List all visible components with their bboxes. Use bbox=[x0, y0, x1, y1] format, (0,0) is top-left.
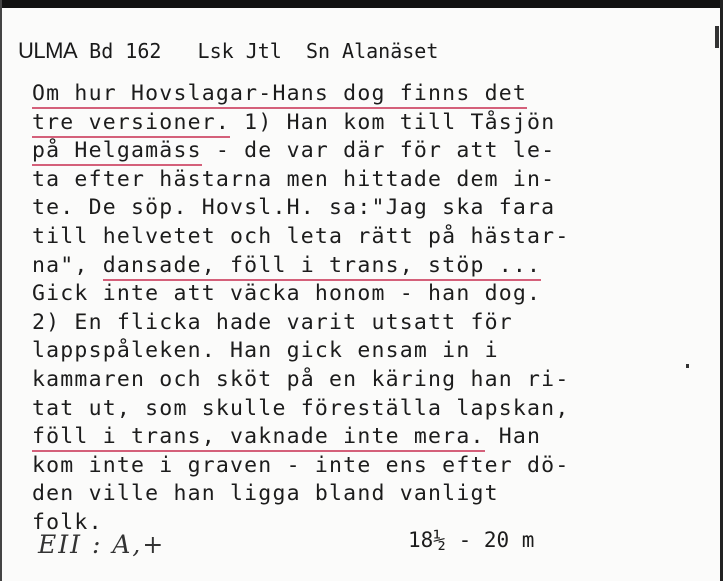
text-line-7 bbox=[32, 252, 569, 281]
text-line-10: lappspåleken. Han gick ensam in i bbox=[32, 338, 499, 364]
underlined-phrase: Om hur Hovslagar-Hans dog finns det bbox=[32, 81, 527, 109]
record-text bbox=[32, 80, 569, 538]
text-line-1 bbox=[32, 80, 569, 109]
underlined-phrase: på Helgamäss bbox=[32, 138, 202, 166]
text-line-9: 2) En flicka hade varit utsatt för bbox=[32, 309, 513, 335]
text-line-11: kammaren och sköt på en käring han ri- bbox=[32, 366, 570, 392]
text-line-13 bbox=[32, 423, 569, 452]
ink-speck bbox=[686, 364, 689, 368]
text-fragment: 1) Han kom till Tåsjön bbox=[230, 109, 556, 135]
scan-left-edge bbox=[0, 0, 2, 581]
text-fragment: - de var där för att le- bbox=[201, 138, 556, 164]
archive-code: ULMA bbox=[18, 38, 78, 63]
text-fragment: Han bbox=[484, 424, 542, 450]
text-line-14: kom inte i graven - inte ens efter dö- bbox=[32, 452, 570, 478]
text-line-16: folk. bbox=[32, 509, 103, 535]
scan-top-edge bbox=[0, 0, 723, 8]
parish-name: Sn Alanäset bbox=[305, 39, 439, 63]
text-line-6: till helvetet och leta rätt på hästar- bbox=[32, 223, 570, 249]
volume-number: Bd 162 bbox=[89, 39, 162, 63]
measurement-note: 18½ - 20 m bbox=[408, 528, 535, 552]
underlined-phrase: föll i trans, vaknade inte mera. bbox=[32, 424, 485, 452]
handwritten-classification: EII : A,+ bbox=[38, 530, 166, 559]
text-line-12: tat ut, som skulle föreställa lapskan, bbox=[32, 395, 570, 421]
text-line-3 bbox=[32, 137, 569, 166]
scan-mark bbox=[715, 26, 719, 48]
card-header bbox=[18, 38, 438, 64]
text-line-5: te. De söp. Hovsl.H. sa:"Jag ska fara bbox=[32, 195, 556, 221]
underlined-phrase: tre versioner. bbox=[32, 110, 230, 138]
county-code: Lsk Jtl bbox=[197, 39, 282, 63]
text-line-8: Gick inte att väcka honom - han dog. bbox=[32, 281, 542, 307]
underlined-phrase: dansade, föll i trans, stöp ... bbox=[103, 253, 541, 281]
text-line-15: den ville han ligga bland vanligt bbox=[32, 481, 499, 507]
text-line-4: ta efter hästarna men hittade dem in- bbox=[32, 166, 556, 192]
text-line-2 bbox=[32, 109, 569, 138]
text-fragment: na", bbox=[32, 252, 103, 278]
